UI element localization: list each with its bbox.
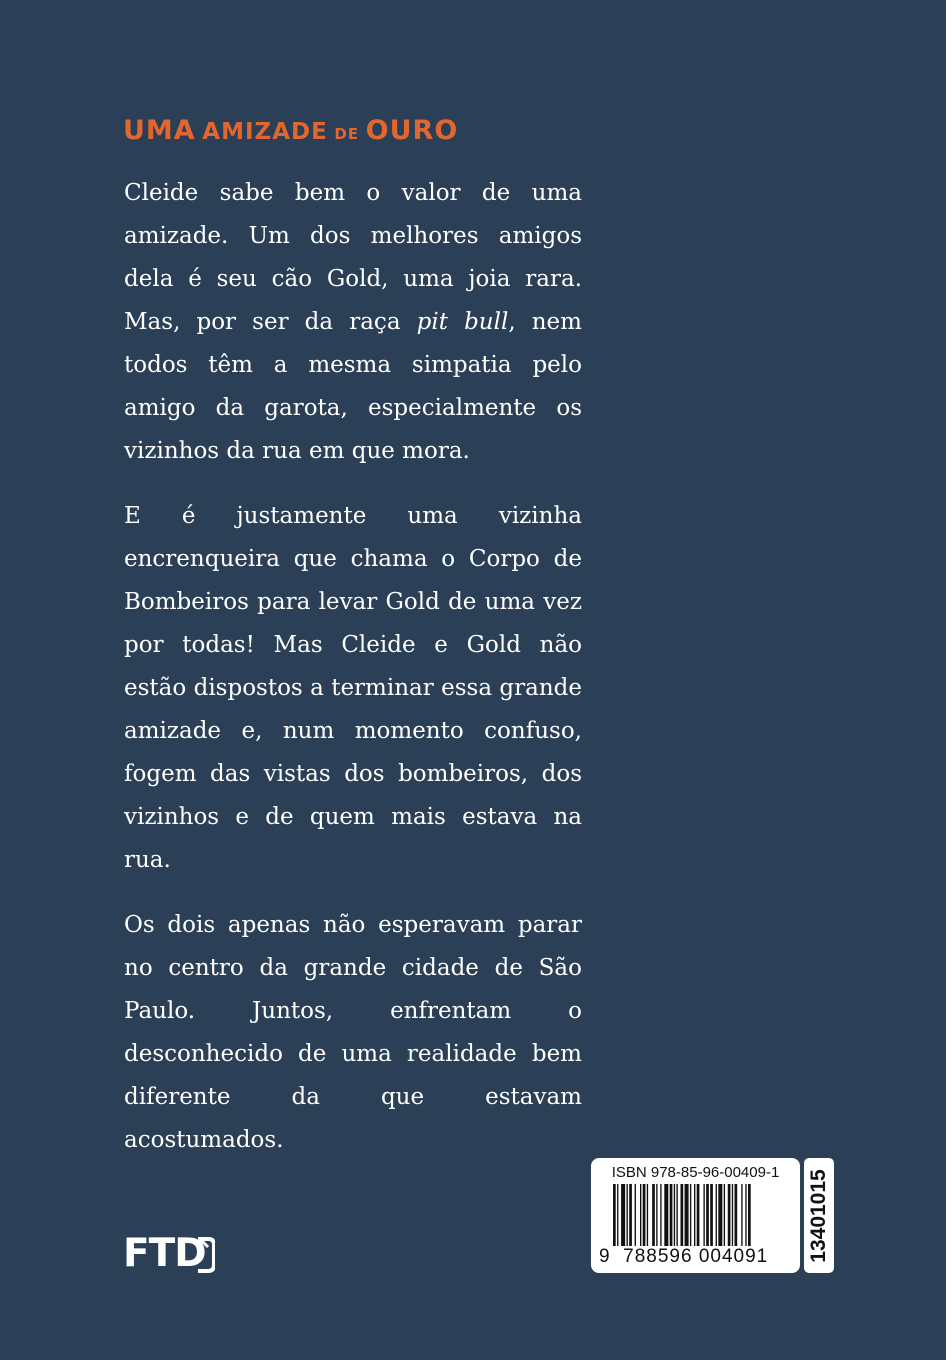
barcode-bar <box>670 1184 673 1246</box>
ean-first-digit: 9 <box>599 1246 611 1267</box>
barcode-bar <box>741 1184 742 1246</box>
barcode-bar <box>647 1184 648 1246</box>
barcode-bar <box>660 1184 661 1246</box>
product-code-box <box>804 1158 834 1273</box>
barcode-bar <box>724 1184 725 1246</box>
synopsis-p1-text-start: Cleide sabe bem o valor de uma amizade. Um dos melhores amigos dela é seu cão Gold, uma joia rara. Mas, por ser da raça <box>124 180 582 335</box>
ean-digits <box>599 1246 794 1268</box>
barcode-bar <box>681 1184 684 1246</box>
barcode-bar <box>621 1184 625 1246</box>
publisher-logo-mark <box>197 1235 215 1273</box>
barcode-bar <box>676 1184 677 1246</box>
ean-right-group: 004091 <box>698 1246 769 1267</box>
synopsis-paragraph-3: Os dois apenas não esperavam parar no centro da grande cidade de São Paulo. Juntos, enfrentam o desconhecido de uma realidade bem diferente da que estavam acostumados. <box>124 912 582 1153</box>
barcode-bar <box>728 1184 731 1246</box>
synopsis <box>124 172 582 1184</box>
product-code: 13401015 <box>807 1168 830 1263</box>
barcode-bar <box>643 1184 646 1246</box>
barcode-bar <box>732 1184 733 1246</box>
barcode-bar <box>652 1184 655 1246</box>
barcode-bar <box>748 1184 751 1246</box>
barcode-bars <box>613 1184 789 1246</box>
barcode-bar <box>706 1184 709 1246</box>
publisher-logo <box>123 1233 215 1275</box>
title-word-ouro: OURO <box>365 115 459 146</box>
isbn-barcode <box>591 1158 800 1273</box>
barcode-bar <box>656 1184 657 1246</box>
barcode-bar <box>697 1184 700 1246</box>
barcode-bar <box>613 1184 616 1246</box>
barcode-bar <box>703 1184 704 1246</box>
barcode-bar <box>716 1184 717 1246</box>
synopsis-p1-text-end: , nem todos têm a mesma simpatia pelo amigo da garota, especialmente os vizinhos da rua em que mora. <box>124 309 582 464</box>
synopsis-p1-breed: pit bull <box>416 309 509 335</box>
barcode-bar <box>629 1184 632 1246</box>
barcode-bar <box>674 1184 675 1246</box>
title-word-de: DE <box>334 125 360 143</box>
book-title <box>123 117 458 144</box>
barcode-bar <box>685 1184 689 1246</box>
barcode-bar <box>710 1184 713 1246</box>
barcode-bar <box>718 1184 722 1246</box>
barcode-bar <box>690 1184 691 1246</box>
barcode-bar <box>664 1184 668 1246</box>
barcode-bar <box>627 1184 628 1246</box>
barcode-bar <box>694 1184 695 1246</box>
barcode-bar <box>745 1184 746 1246</box>
title-word-amizade: AMIZADE <box>202 119 328 145</box>
barcode-bar <box>735 1184 738 1246</box>
synopsis-paragraph-2: E é justamente uma vizinha encrenqueira que chama o Corpo de Bombeiros para levar Gold de uma vez por todas! Mas Cleide e Gold não estão dispostos a terminar essa grande amizade e, num momento confuso, fogem das vistas dos bombeiros, dos vizinhos e de quem mais estava na rua. <box>124 503 582 873</box>
synopsis-paragraph-1 <box>124 172 582 473</box>
isbn-label: ISBN 978-85-96-00409-1 <box>611 1164 780 1181</box>
ean-left-group: 788596 <box>623 1246 693 1267</box>
barcode-bar <box>617 1184 618 1246</box>
title-word-uma: UMA <box>123 115 196 146</box>
publisher-logo-text: FTD <box>123 1231 206 1276</box>
barcode-bar <box>635 1184 636 1246</box>
barcode-bar <box>640 1184 641 1246</box>
